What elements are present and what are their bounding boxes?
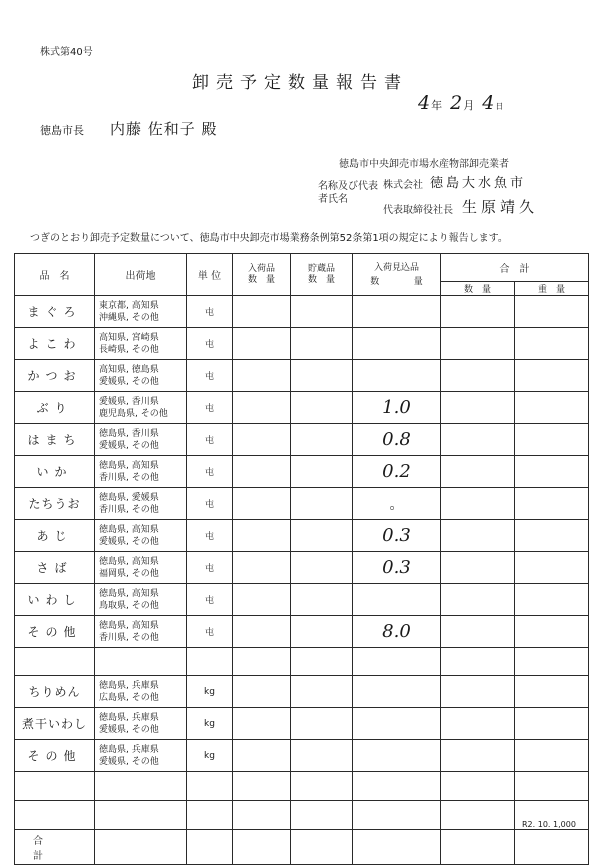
- table-row: [15, 648, 589, 676]
- document-title: 卸売予定数量報告書: [192, 73, 408, 93]
- header-expected-label: 入荷見込品: [373, 262, 419, 273]
- expected-qty-cell: [353, 801, 441, 830]
- arrival-qty-cell: [233, 708, 291, 740]
- table-row: [15, 360, 589, 392]
- arrival-qty-cell: [233, 584, 291, 616]
- item-name: [15, 801, 95, 830]
- origin-line-1: 愛媛県, 香川県: [99, 396, 159, 407]
- origin-line-2: 広島県, その他: [99, 692, 159, 703]
- origin-cell: [95, 708, 187, 740]
- total-weight-cell: [515, 456, 589, 488]
- arrival-qty-cell: [233, 360, 291, 392]
- unit-cell: [187, 648, 233, 676]
- date-year: 4: [418, 92, 432, 114]
- expected-qty-cell: [353, 328, 441, 360]
- table-row: [15, 676, 589, 708]
- origin-cell: [95, 488, 187, 520]
- date-month-suffix: 月: [463, 99, 476, 112]
- storage-qty-cell: [291, 360, 353, 392]
- total-cell: [291, 830, 353, 865]
- footer-code: R2. 10. 1,000: [522, 820, 576, 829]
- item-name: [15, 772, 95, 801]
- arrival-qty-cell: [233, 456, 291, 488]
- storage-qty-cell: [291, 676, 353, 708]
- header-total-qty: 数 量: [441, 282, 515, 296]
- table-row: [15, 616, 589, 648]
- unit-cell: 屯: [187, 616, 233, 648]
- expected-qty-cell: 0.3: [353, 552, 441, 584]
- unit-cell: 屯: [187, 296, 233, 328]
- total-cell: [95, 830, 187, 865]
- sender-name-label: 名称及び代表者氏名: [318, 181, 378, 205]
- storage-qty-cell: [291, 520, 353, 552]
- storage-qty-cell: [291, 740, 353, 772]
- total-label: 合 計: [15, 830, 95, 865]
- origin-line-1: 高知県, 宮崎県: [99, 332, 159, 343]
- representative-label: 代表取締役社長: [383, 205, 453, 216]
- total-qty-cell: [441, 328, 515, 360]
- origin-cell: [95, 772, 187, 801]
- total-qty-cell: [441, 520, 515, 552]
- origin-line-1: 徳島県, 高知県: [99, 620, 159, 631]
- origin-line-1: 徳島県, 高知県: [99, 524, 159, 535]
- unit-cell: 屯: [187, 584, 233, 616]
- unit-cell: 屯: [187, 488, 233, 520]
- arrival-qty-cell: [233, 616, 291, 648]
- table-body: [15, 296, 589, 830]
- storage-qty-cell: [291, 392, 353, 424]
- header-item: 品 名: [15, 254, 95, 296]
- expected-qty-cell: [353, 360, 441, 392]
- storage-qty-cell: [291, 328, 353, 360]
- origin-line-2: 愛媛県, その他: [99, 440, 159, 451]
- storage-qty-cell: [291, 424, 353, 456]
- table-row: [15, 772, 589, 801]
- item-name: よこわ: [15, 328, 95, 360]
- origin-cell: [95, 456, 187, 488]
- storage-qty-cell: [291, 772, 353, 801]
- expected-qty-cell: 0.2: [353, 456, 441, 488]
- total-qty-cell: [441, 616, 515, 648]
- item-name: その他: [15, 740, 95, 772]
- origin-cell: [95, 552, 187, 584]
- unit-cell: 屯: [187, 456, 233, 488]
- origin-line-2: 愛媛県, その他: [99, 536, 159, 547]
- total-qty-cell: [441, 552, 515, 584]
- table-row: [15, 456, 589, 488]
- item-name: いか: [15, 456, 95, 488]
- total-weight-cell: [515, 584, 589, 616]
- origin-line-2: 愛媛県, その他: [99, 756, 159, 767]
- origin-cell: [95, 648, 187, 676]
- storage-qty-cell: [291, 648, 353, 676]
- total-weight-cell: [515, 740, 589, 772]
- date-year-suffix: 年: [431, 99, 444, 112]
- item-name: たちうお: [15, 488, 95, 520]
- arrival-qty-cell: [233, 552, 291, 584]
- total-weight-cell: [515, 392, 589, 424]
- header-storage-label: 貯蔵品: [307, 263, 335, 274]
- representative-name: 生原靖久: [462, 198, 539, 216]
- origin-line-1: 徳島県, 愛媛県: [99, 492, 159, 503]
- sender-category: 徳島市中央卸売市場水産物部卸売業者: [339, 159, 509, 170]
- total-weight-cell: [515, 772, 589, 801]
- origin-line-1: 徳島県, 兵庫県: [99, 744, 159, 755]
- unit-cell: 屯: [187, 392, 233, 424]
- unit-cell: 屯: [187, 328, 233, 360]
- origin-cell: [95, 328, 187, 360]
- origin-cell: [95, 676, 187, 708]
- company-prefix: 株式会社: [383, 180, 423, 191]
- storage-qty-cell: [291, 552, 353, 584]
- header-storage: [291, 254, 353, 296]
- total-weight-cell: [515, 424, 589, 456]
- total-qty-cell: [441, 676, 515, 708]
- total-weight-cell: [515, 296, 589, 328]
- total-weight-cell: [515, 360, 589, 392]
- total-weight-cell: [515, 616, 589, 648]
- unit-cell: 屯: [187, 520, 233, 552]
- table-row: [15, 488, 589, 520]
- origin-cell: [95, 360, 187, 392]
- origin-line-2: 香川県, その他: [99, 504, 159, 515]
- unit-cell: kg: [187, 676, 233, 708]
- form-number: 株式第40号: [40, 47, 93, 58]
- item-name: かつお: [15, 360, 95, 392]
- arrival-qty-cell: [233, 296, 291, 328]
- arrival-qty-cell: [233, 424, 291, 456]
- expected-qty-cell: [353, 676, 441, 708]
- header-expected: [353, 254, 441, 296]
- arrival-qty-cell: [233, 488, 291, 520]
- origin-line-2: 香川県, その他: [99, 632, 159, 643]
- expected-qty-cell: 0.3: [353, 520, 441, 552]
- origin-cell: [95, 392, 187, 424]
- unit-cell: kg: [187, 708, 233, 740]
- origin-cell: [95, 616, 187, 648]
- table-row: [15, 740, 589, 772]
- table-row: [15, 552, 589, 584]
- unit-cell: 屯: [187, 552, 233, 584]
- report-table: [14, 253, 589, 865]
- arrival-qty-cell: [233, 801, 291, 830]
- total-weight-cell: [515, 708, 589, 740]
- expected-qty-cell: 1.0: [353, 392, 441, 424]
- item-name: いわし: [15, 584, 95, 616]
- arrival-qty-cell: [233, 772, 291, 801]
- origin-line-2: 長崎県, その他: [99, 344, 159, 355]
- item-name: まぐろ: [15, 296, 95, 328]
- origin-line-1: 徳島県, 高知県: [99, 460, 159, 471]
- expected-qty-cell: 。: [353, 488, 441, 520]
- addressee-name: 内藤 佐和子 殿: [110, 120, 218, 138]
- arrival-qty-cell: [233, 676, 291, 708]
- expected-qty-cell: 0.8: [353, 424, 441, 456]
- origin-line-1: 東京都, 高知県: [99, 300, 159, 311]
- arrival-qty-cell: [233, 648, 291, 676]
- header-arrival: [233, 254, 291, 296]
- table-row: [15, 424, 589, 456]
- table-row: [15, 801, 589, 830]
- storage-qty-cell: [291, 584, 353, 616]
- expected-qty-cell: [353, 296, 441, 328]
- total-cell: [353, 830, 441, 865]
- table-row: [15, 296, 589, 328]
- date-day-suffix: 日: [495, 102, 505, 111]
- origin-line-1: 徳島県, 高知県: [99, 556, 159, 567]
- origin-line-2: 沖縄県, その他: [99, 312, 159, 323]
- total-qty-cell: [441, 708, 515, 740]
- unit-cell: [187, 801, 233, 830]
- header-total-weight: 重 量: [515, 282, 589, 296]
- origin-cell: [95, 424, 187, 456]
- intro-text: つぎのとおり卸売予定数量について、徳島市中央卸売市場業務条例第52条第1項の規定により報告します。: [30, 233, 508, 244]
- total-qty-cell: [441, 296, 515, 328]
- expected-qty-cell: [353, 584, 441, 616]
- storage-qty-cell: [291, 708, 353, 740]
- date-day: 4: [482, 92, 496, 114]
- total-weight-cell: [515, 552, 589, 584]
- total-qty-cell: [441, 488, 515, 520]
- arrival-qty-cell: [233, 740, 291, 772]
- table-row: [15, 392, 589, 424]
- table-row: [15, 584, 589, 616]
- storage-qty-cell: [291, 616, 353, 648]
- total-qty-cell: [441, 360, 515, 392]
- total-weight-cell: [515, 328, 589, 360]
- total-qty-cell: [441, 801, 515, 830]
- table-row: [15, 708, 589, 740]
- date-month: 2: [450, 92, 464, 114]
- expected-qty-cell: [353, 648, 441, 676]
- table-row: [15, 328, 589, 360]
- expected-qty-cell: 8.0: [353, 616, 441, 648]
- total-weight-cell: [515, 488, 589, 520]
- item-name: [15, 648, 95, 676]
- arrival-qty-cell: [233, 520, 291, 552]
- origin-line-2: 福岡県, その他: [99, 568, 159, 579]
- header-arrival-label: 入荷品: [247, 263, 275, 274]
- total-qty-cell: [441, 392, 515, 424]
- origin-line-2: 愛媛県, その他: [99, 724, 159, 735]
- header-expected-sub-a: 数: [370, 276, 380, 287]
- origin-line-1: 徳島県, 兵庫県: [99, 680, 159, 691]
- addressee-title: 徳島市長: [40, 124, 84, 137]
- expected-qty-cell: [353, 740, 441, 772]
- item-name: その他: [15, 616, 95, 648]
- origin-line-2: 鳥取県, その他: [99, 600, 159, 611]
- item-name: あじ: [15, 520, 95, 552]
- total-weight-cell: [515, 676, 589, 708]
- expected-qty-cell: [353, 708, 441, 740]
- header-row: [15, 254, 589, 282]
- total-cell: [441, 830, 515, 865]
- item-name: ぶり: [15, 392, 95, 424]
- total-qty-cell: [441, 772, 515, 801]
- origin-cell: [95, 584, 187, 616]
- total-weight-cell: [515, 648, 589, 676]
- company-name: 徳島大水魚市: [430, 176, 527, 191]
- header-storage-sub: 数 量: [307, 274, 335, 285]
- item-name: 煮干いわし: [15, 708, 95, 740]
- item-name: はまち: [15, 424, 95, 456]
- total-qty-cell: [441, 740, 515, 772]
- origin-cell: [95, 520, 187, 552]
- total-weight-cell: [515, 520, 589, 552]
- expected-qty-cell: [353, 772, 441, 801]
- header-arrival-sub: 数 量: [247, 274, 275, 285]
- total-row: [15, 830, 589, 865]
- unit-cell: 屯: [187, 424, 233, 456]
- total-cell: [187, 830, 233, 865]
- storage-qty-cell: [291, 801, 353, 830]
- origin-line-1: 高知県, 徳島県: [99, 364, 159, 375]
- header-expected-sub-b: 量: [413, 276, 423, 287]
- report-date: [418, 92, 504, 114]
- origin-line-2: 愛媛県, その他: [99, 376, 159, 387]
- total-qty-cell: [441, 424, 515, 456]
- storage-qty-cell: [291, 296, 353, 328]
- origin-cell: [95, 296, 187, 328]
- origin-line-1: 徳島県, 高知県: [99, 588, 159, 599]
- unit-cell: 屯: [187, 360, 233, 392]
- total-cell: [515, 830, 589, 865]
- header-total: 合 計: [441, 254, 589, 282]
- total-qty-cell: [441, 456, 515, 488]
- arrival-qty-cell: [233, 392, 291, 424]
- item-name: ちりめん: [15, 676, 95, 708]
- storage-qty-cell: [291, 456, 353, 488]
- storage-qty-cell: [291, 488, 353, 520]
- total-cell: [233, 830, 291, 865]
- unit-cell: [187, 772, 233, 801]
- origin-cell: [95, 740, 187, 772]
- table-row: [15, 520, 589, 552]
- total-qty-cell: [441, 584, 515, 616]
- origin-cell: [95, 801, 187, 830]
- origin-line-2: 香川県, その他: [99, 472, 159, 483]
- total-qty-cell: [441, 648, 515, 676]
- origin-line-1: 徳島県, 香川県: [99, 428, 159, 439]
- origin-line-1: 徳島県, 兵庫県: [99, 712, 159, 723]
- origin-line-2: 鹿児島県, その他: [99, 408, 168, 419]
- header-unit: 単 位: [187, 254, 233, 296]
- unit-cell: kg: [187, 740, 233, 772]
- arrival-qty-cell: [233, 328, 291, 360]
- header-origin: 出荷地: [95, 254, 187, 296]
- item-name: さば: [15, 552, 95, 584]
